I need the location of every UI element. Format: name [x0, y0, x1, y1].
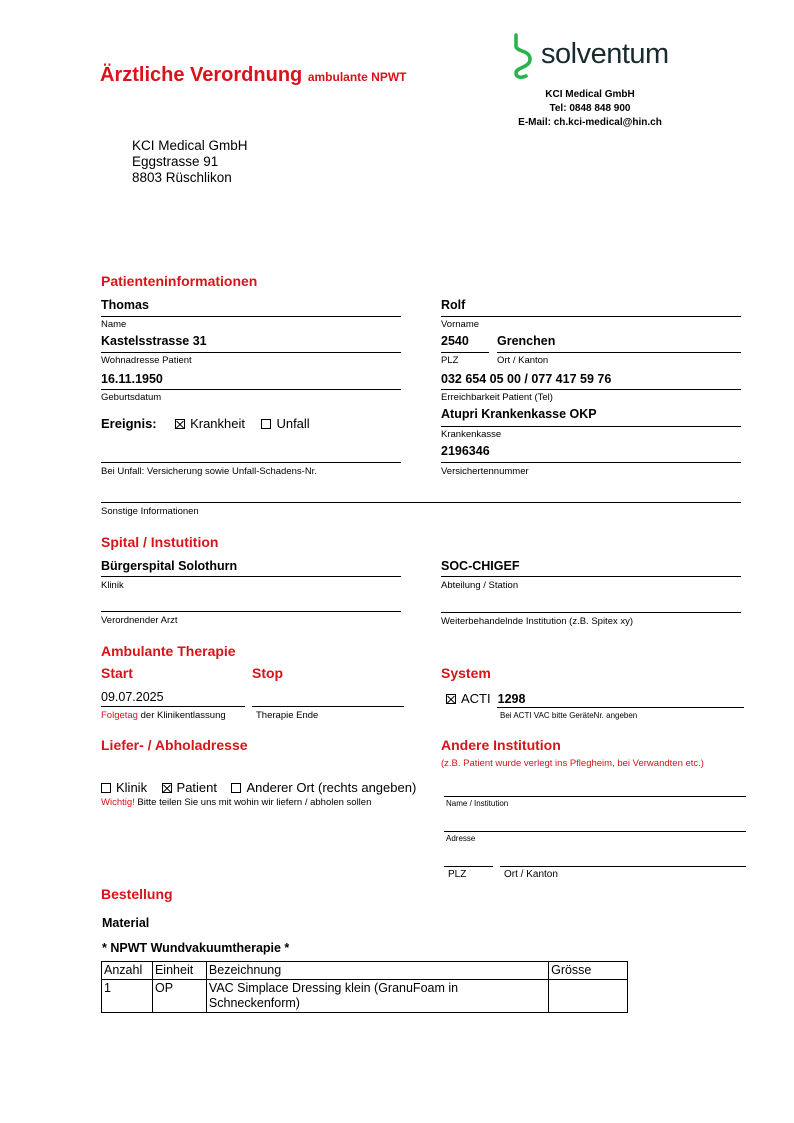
patient-plz[interactable]: 2540 [441, 334, 469, 348]
sonstige-label: Sonstige Informationen [101, 506, 199, 517]
acti-note: Bei ACTI VAC bitte GeräteNr. angeben [500, 711, 638, 720]
divider [441, 389, 741, 390]
klinik-value[interactable]: Bürgerspital Solothurn [101, 559, 238, 573]
ereignis-row [101, 415, 310, 433]
ereignis-label: Ereignis: [101, 416, 157, 431]
andere-note: (z.B. Patient wurde verlegt ins Pflegheim, bei Verwandten etc.) [441, 758, 704, 769]
plz-label: PLZ [441, 355, 459, 366]
cell-groesse[interactable] [549, 980, 628, 1013]
company-tel: Tel: 0848 848 900 [549, 103, 631, 114]
acti-number[interactable]: 1298 [497, 692, 526, 706]
ort-label: Ort / Kanton [497, 355, 549, 366]
liefer-klinik-label: Klinik [116, 780, 148, 795]
arzt-label: Verordnender Arzt [101, 615, 178, 626]
wichtig-text: Bitte teilen Sie uns mit wohin wir liefern / abholen sollen [134, 797, 372, 808]
andere-adresse-label: Adresse [446, 834, 476, 843]
patient-vorname[interactable]: Rolf [441, 298, 466, 312]
table-row [102, 980, 628, 1013]
divider [101, 706, 245, 707]
liefer-section-heading: Liefer- / Abholadresse [101, 737, 248, 753]
company-contact [500, 88, 680, 130]
stop-date-field[interactable] [252, 706, 404, 707]
krankenkasse-label: Krankenkasse [441, 429, 502, 440]
patient-section-heading: Patienteninformationen [101, 273, 258, 289]
versichertennummer-label: Versichertennummer [441, 466, 529, 477]
patient-phone[interactable]: 032 654 05 00 / 077 417 59 76 [441, 372, 612, 386]
divider [101, 352, 401, 353]
bestellung-section-heading: Bestellung [101, 886, 173, 902]
order-table-header [102, 962, 628, 980]
weiter-label: Weiterbehandelnde Institution (z.B. Spitex xy) [441, 616, 634, 627]
divider [101, 576, 401, 577]
title-main: Ärztliche Verordnung [100, 64, 303, 86]
krankheit-checkbox[interactable] [175, 419, 185, 429]
col-groesse: Grösse [549, 962, 628, 980]
liefer-patient-checkbox[interactable] [162, 783, 172, 793]
col-anzahl: Anzahl [102, 962, 153, 980]
therapie-ende-label: Therapie Ende [256, 710, 319, 721]
wichtig-word: Wichtig! [101, 797, 135, 808]
address-label: Wohnadresse Patient [101, 355, 192, 366]
patient-krankenkasse[interactable]: Atupri Krankenkasse OKP [441, 407, 597, 421]
name-label: Name [101, 319, 127, 330]
unfall-info-label: Bei Unfall: Versicherung sowie Unfall-Schadens-Nr. [101, 466, 317, 477]
acti-row [446, 690, 525, 708]
andere-ort-label: Ort / Kanton [504, 869, 558, 880]
cell-einheit[interactable]: OP [152, 980, 206, 1013]
company-name: KCI Medical GmbH [545, 89, 635, 100]
document-title [100, 64, 406, 87]
patient-address[interactable]: Kastelsstrasse 31 [101, 334, 207, 348]
divider [101, 316, 401, 317]
andere-name-label: Name / Institution [446, 799, 509, 808]
company-email: E-Mail: ch.kci-medical@hin.ch [518, 117, 662, 128]
divider [441, 426, 741, 427]
divider [441, 352, 489, 353]
liefer-anderer-checkbox[interactable] [231, 783, 241, 793]
brand-name: solventum [541, 38, 669, 70]
arzt-field[interactable] [101, 611, 401, 612]
col-einheit: Einheit [152, 962, 206, 980]
stop-label: Stop [252, 665, 284, 681]
material-label: Material [102, 916, 150, 930]
andere-name-field[interactable] [444, 796, 746, 797]
folgetag-note [101, 710, 226, 721]
andere-plz-field[interactable] [444, 866, 493, 867]
order-table [101, 961, 628, 1013]
recipient-line2: Eggstrasse 91 [132, 154, 219, 169]
divider [441, 316, 741, 317]
phone-label: Erreichbarkeit Patient (Tel) [441, 392, 553, 403]
divider [101, 389, 401, 390]
andere-ort-field[interactable] [500, 866, 746, 867]
liefer-patient-label: Patient [176, 780, 218, 795]
solventum-logo-icon [508, 32, 538, 80]
col-bezeichnung: Bezeichnung [206, 962, 548, 980]
weiter-field[interactable] [441, 612, 741, 613]
patient-dob[interactable]: 16.11.1950 [101, 372, 163, 386]
system-label: System [441, 665, 491, 681]
spital-section-heading: Spital / Instutition [101, 534, 219, 550]
divider [441, 576, 741, 577]
klinik-label: Klinik [101, 580, 124, 591]
krankheit-label: Krankheit [190, 416, 245, 431]
recipient-address [132, 138, 248, 186]
divider [497, 707, 744, 708]
npwt-label: * NPWT Wundvakuumtherapie * [102, 941, 290, 955]
acti-label: ACTI [461, 691, 491, 706]
cell-bezeichnung[interactable]: VAC Simplace Dressing klein (GranuFoam in Schneckenform) [206, 980, 548, 1013]
andere-plz-label: PLZ [448, 869, 467, 880]
unfall-checkbox[interactable] [261, 419, 271, 429]
wichtig-note [101, 797, 371, 808]
abteilung-value[interactable]: SOC-CHIGEF [441, 559, 520, 573]
title-sub: ambulante NPWT [307, 70, 407, 84]
vorname-label: Vorname [441, 319, 480, 330]
patient-versichertennummer[interactable]: 2196346 [441, 444, 490, 458]
sonstige-field[interactable] [101, 502, 741, 503]
andere-section-heading: Andere Institution [441, 737, 561, 753]
acti-checkbox[interactable] [446, 694, 456, 704]
liefer-klinik-checkbox[interactable] [101, 783, 111, 793]
patient-name[interactable]: Thomas [101, 298, 149, 312]
folgetag-word: Folgetag [101, 710, 138, 721]
patient-ort[interactable]: Grenchen [497, 334, 556, 348]
cell-anzahl[interactable]: 1 [102, 980, 153, 1013]
liefer-anderer-label: Anderer Ort (rechts angeben) [246, 780, 417, 795]
unfall-label: Unfall [276, 416, 310, 431]
dob-label: Geburtsdatum [101, 392, 162, 403]
start-label: Start [101, 665, 133, 681]
divider [441, 462, 741, 463]
abteilung-label: Abteilung / Station [441, 580, 519, 591]
andere-adresse-field[interactable] [444, 831, 746, 832]
recipient-line3: 8803 Rüschlikon [132, 170, 232, 185]
divider [497, 352, 741, 353]
liefer-options [101, 779, 416, 797]
unfall-info-field[interactable] [101, 462, 401, 463]
recipient-line1: KCI Medical GmbH [132, 138, 248, 153]
folgetag-rest: der Klinikentlassung [137, 710, 226, 721]
therapie-section-heading: Ambulante Therapie [101, 643, 236, 659]
start-date[interactable]: 09.07.2025 [101, 690, 164, 704]
